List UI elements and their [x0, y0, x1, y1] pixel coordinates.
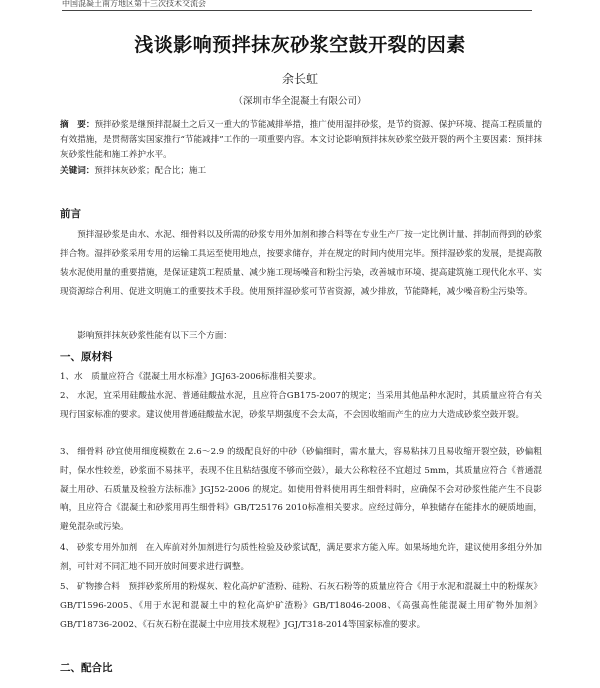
author-name: 余长虹 — [281, 72, 318, 86]
foreword-paragraph-1: 预拌湿砂浆是由水、水泥、细骨料以及所需的砂浆专用外加剂和掺合料等在专业生产厂按一定比例计量、拌制而得到的砂浆拌合物。湿拌砂浆采用专用的运输工具运至使用地点，按要求储存，并在规定的时间内使用完毕。预拌湿砂浆的发展，是提高散装水泥使用量的重要措施，是保证建筑工程质量、减少施工现场噪音和粉尘污染，改善城市环境、提高建筑施工现代化水平、实现资源综合利用、促进文明施工的重要技术手段。使用预拌湿砂浆可节省资源，减少排放，节能降耗，减少噪音粉尘污染等。 — [60, 230, 542, 297]
abstract-label: 摘 要： — [60, 120, 95, 130]
running-header: 中国混凝土南方地区第十三次技术交流会 — [62, 0, 532, 11]
paper-title: 浅谈影响预拌抹灰砂浆空鼓开裂的因素 — [134, 34, 466, 56]
author-affiliation: （深圳市华全混凝土有限公司） — [233, 96, 367, 107]
keywords-label: 关键词： — [60, 166, 95, 176]
keywords — [60, 164, 542, 178]
material-item-aggregate: 3、 细骨料 砂宜使用细度模数在 2.6～2.9 的级配良好的中砂（砂偏细时，需水量大，容易粘抹刀且易收缩开裂空鼓，砂偏粗时，保水性较差，砂浆面不易抹平，表现不住且粘结强度不够而空鼓），最大公称粒径不宜超过 5mm，其质量应符合《普通混凝土用砂、石质量及检验方法标准》JGJ52-2006 的规定。如使用骨料使用再生细骨料时，应确保不会对砂浆性能产生不良影响，且应符合《混凝土和砂浆用再生细骨料》GB/T25176 2010标准相关要求。应经过筛分，单独储存在能排水的硬质地面，避免混杂或污染。 — [60, 447, 542, 533]
material-item-mineral: 5、 矿物掺合料 预拌砂浆所用的粉煤灰、粒化高炉矿渣粉、硅粉、石灰石粉等的质量应符合《用于水泥和混凝土中的粉煤灰》GB/T1596-2005、《用于水泥和混凝土中的粒化高炉矿渣粉》GB/T18046-2008、《高强高性能混凝土用矿物外加剂》GB/T18736-2002、《石灰石粉在混凝土中应用技术规程》JGJ/T318-2014等国家标准的要求。 — [60, 582, 542, 630]
material-item-admixture: 4、 砂浆专用外加剂 在入库前对外加剂进行匀质性检验及砂浆试配，满足要求方能入库。如果场地允许，建议使用多组分外加剂，可针对不同汇地不同开放时间要求进行调整。 — [60, 543, 542, 572]
section-heading-mix: 二、配合比 — [60, 662, 113, 674]
material-item-cement: 2、 水泥，宜采用硅酸盐水泥、普通硅酸盐水泥，且应符合GB175-2007的规定；当采用其他品种水泥时，其质量应符合有关现行国家标准的要求。建议使用普通硅酸盐水泥，砂浆早期强度不会太高，不会因收缩而产生的应力大造成砂浆空鼓开裂。 — [60, 391, 542, 420]
material-item-water: 1、水 质量应符合《混凝土用水标准》JGJ63-2006标准相关要求。 — [60, 372, 322, 382]
section-heading-foreword: 前言 — [60, 208, 81, 220]
foreword-paragraph-2: 影响预拌抹灰砂浆性能有以下三个方面： — [77, 331, 232, 341]
abstract — [60, 118, 542, 163]
section-heading-materials: 一、原材料 — [60, 351, 113, 363]
keywords-text: 预拌抹灰砂浆；配合比；施工 — [94, 166, 207, 176]
abstract-text: 预拌砂浆是继预拌混凝土之后又一重大的节能减排举措，推广使用湿拌砂浆，是节约资源、保护环境、提高工程质量的有效措施，是贯彻落实国家推行“节能减排”工作的一项重要内容。本文讨论影响预拌抹灰砂浆空鼓开裂的两个主要因素：预拌抹灰砂浆性能和施工养护水平。 — [60, 120, 542, 160]
